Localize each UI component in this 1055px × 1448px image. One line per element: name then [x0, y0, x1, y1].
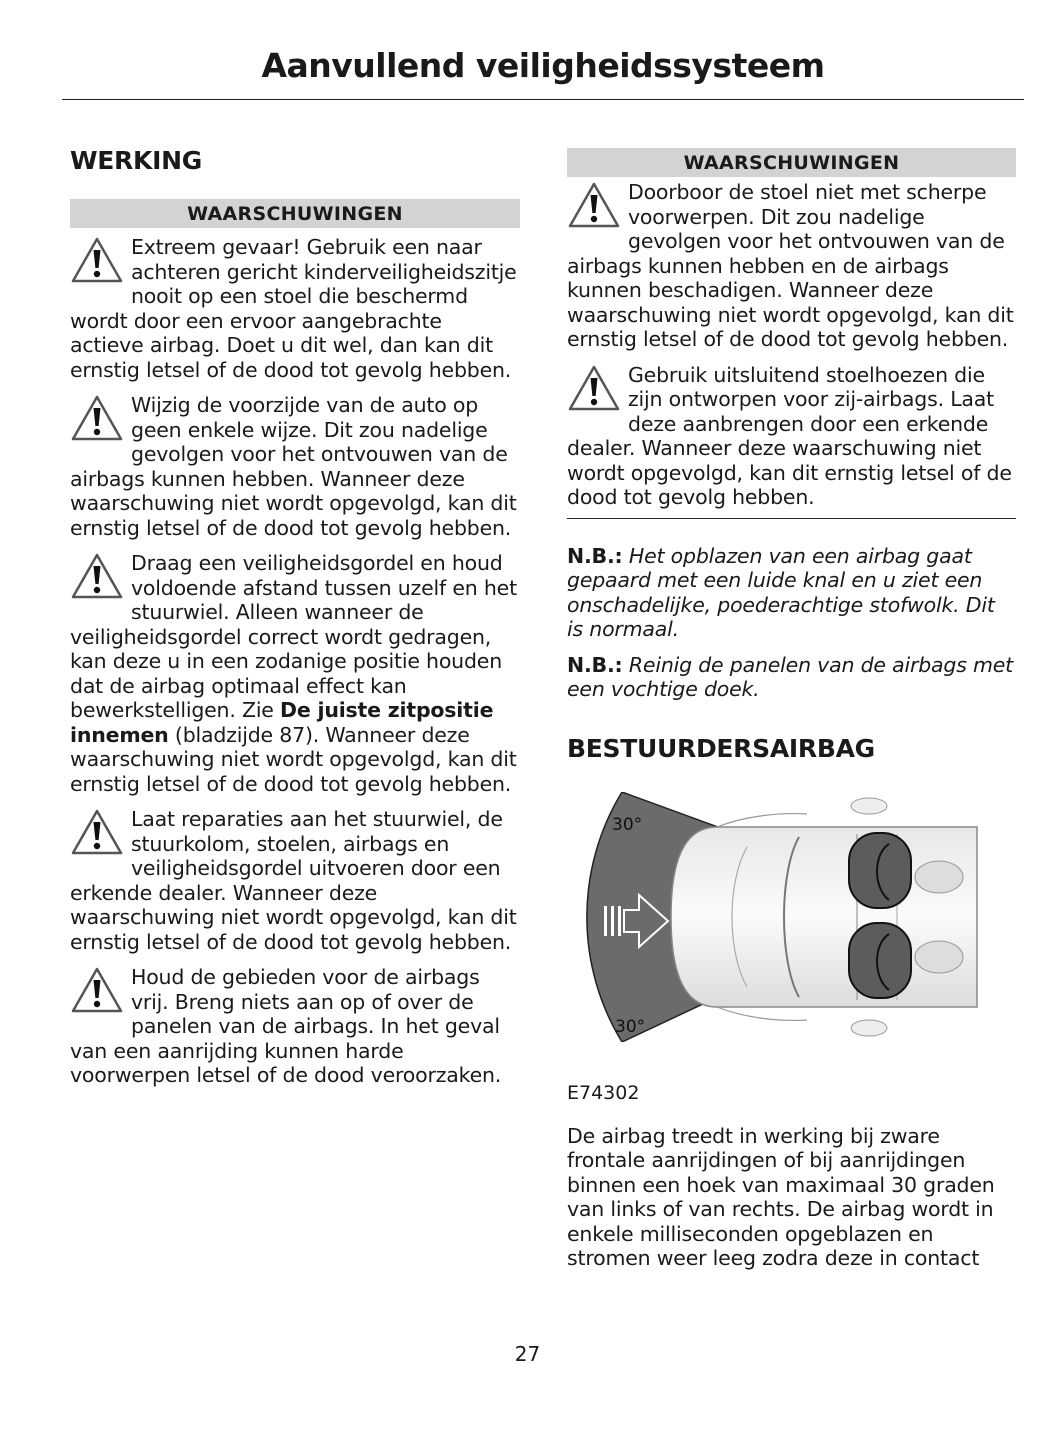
warnings-divider [567, 518, 1016, 519]
warning-text: Laat reparaties aan het stuurwiel, de stuurkolom, stoelen, airbags en veiligheidsgordel uitvoeren door een erkende dealer. Wanneer deze waarschuwing niet wordt opgevolgd, kan dit ernstig letsel of de dood tot gevolg hebben. [70, 807, 517, 954]
angle-label-top: 30° [612, 814, 643, 835]
title-divider [62, 99, 1024, 100]
warning-triangle-icon [70, 393, 128, 453]
figure-code: E74302 [567, 1081, 640, 1104]
airbag-deployment-figure [567, 792, 1016, 1042]
note-text: Reinig de panelen van de airbags met een vochtige doek. [567, 652, 1014, 701]
page-number: 27 [514, 1342, 541, 1366]
note-label: N.B.: [567, 543, 623, 568]
warning-text: Doorboor de stoel niet met scherpe voorwerpen. Dit zou nadelige gevolgen voor het ontvouwen van de airbags kunnen hebben en de airbags kunnen beschadigen. Wanneer deze waarschuwing niet wordt opgevolgd, kan dit ernstig letsel of de dood tot gevolg hebben. [567, 180, 1014, 351]
body-paragraph: De airbag treedt in werking bij zware frontale aanrijdingen of bij aanrijdingen binnen een hoek van maximaal 30 graden van links of van rechts. De airbag wordt in enkele milliseconden opgeblazen en stromen weer leeg zodra deze in contact [567, 1123, 995, 1270]
angle-label-bottom: 30° [615, 1016, 646, 1037]
warning-text: Draag een veiligheidsgordel en houd voldoende afstand tussen uzelf en het stuurwiel. Alleen wanneer de veiligheidsgordel correct wordt gedragen, kan deze u in een zodanige positie houden dat de airbag optimaal effect kan bewerkstelligen. Zie [70, 551, 517, 722]
warnings-header: WAARSCHUWINGEN [567, 148, 1016, 177]
warning-text: Houd de gebieden voor de airbags vrij. Breng niets aan op of over de panelen van de airbags. In het geval van een aanrijding kunnen harde voorwerpen letsel of de dood veroorzaken. [70, 965, 502, 1087]
warning-triangle-icon [567, 363, 625, 423]
warning-text: Wijzig de voorzijde van de auto op geen enkele wijze. Dit zou nadelige gevolgen voor het ontvouwen van de airbags kunnen hebben. Wanneer deze waarschuwing niet wordt opgevolgd, kan dit ernstig letsel of de dood tot gevolg hebben. [70, 393, 517, 540]
car-top-view-illustration [567, 792, 1016, 1042]
warning-item [70, 393, 520, 540]
note-text: Het opblazen van een airbag gaat gepaard met een luide knal en u ziet een onschadelijke, poederachtige stofwolk. Dit is normaal. [567, 543, 995, 641]
warning-text: (bladzijde 87). Wanneer deze waarschuwing niet wordt opgevolgd, kan dit ernstig letsel of de dood tot gevolg hebben. [70, 722, 517, 796]
right-column [567, 148, 1016, 1271]
warning-item [567, 180, 1016, 352]
warnings-header: WAARSCHUWINGEN [70, 199, 520, 228]
warning-text: Extreem gevaar! Gebruik een naar achteren gericht kinderveiligheidszitje nooit op een stoel die beschermd wordt door een ervoor aangebrachte actieve airbag. Doet u dit wel, dan kan dit ernstig letsel of de dood tot gevolg hebben. [70, 235, 517, 382]
warning-triangle-icon [70, 235, 128, 295]
warning-triangle-icon [70, 551, 128, 611]
warning-triangle-icon [70, 965, 128, 1025]
warning-triangle-icon [567, 180, 625, 240]
warning-item [70, 807, 520, 954]
warning-item [567, 363, 1016, 510]
cross-reference-link[interactable]: De juiste zitpositie innemen [70, 698, 494, 747]
left-column [70, 140, 520, 1088]
warning-item [70, 235, 520, 382]
warning-item [70, 551, 520, 796]
page-title: Aanvullend veiligheidssysteem [261, 46, 825, 85]
note-label: N.B.: [567, 652, 623, 677]
warning-triangle-icon [70, 807, 128, 867]
note [567, 544, 1016, 642]
note [567, 653, 1016, 702]
warning-item [70, 965, 520, 1088]
warning-text: Gebruik uitsluitend stoelhoezen die zijn ontworpen voor zij-airbags. Laat deze aanbrengen door een erkende dealer. Wanneer deze waarschuwing niet wordt opgevolgd, kan dit ernstig letsel of de dood tot gevolg hebben. [567, 362, 1012, 509]
section-heading-werking: WERKING [70, 146, 202, 175]
section-heading-bestuurdersairbag: BESTUURDERSAIRBAG [567, 733, 875, 763]
